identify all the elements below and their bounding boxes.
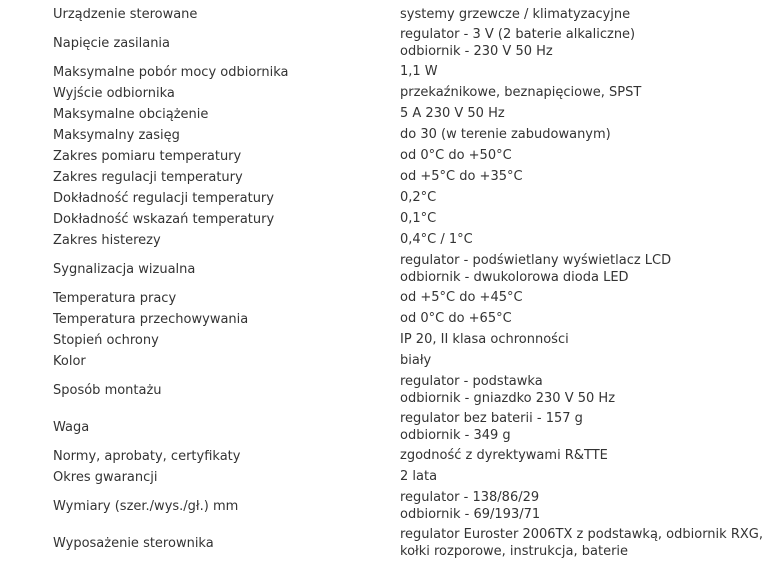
spec-value — [400, 64, 773, 81]
spec-value-line: do 30 (w terenie zabudowanym) — [400, 127, 611, 143]
spec-row — [53, 62, 773, 83]
spec-label: Maksymalny zasięg — [53, 127, 180, 143]
spec-value — [400, 469, 773, 486]
spec-value-line: 0,2°C — [400, 190, 437, 206]
spec-value-line: systemy grzewcze / klimatyzacyjne — [400, 6, 631, 22]
spec-label: Wyjście odbiornika — [53, 85, 175, 101]
spec-label: Waga — [53, 419, 90, 435]
spec-value-line: regulator - 138/86/29 — [400, 490, 540, 505]
spec-label: Wyposażenie sterownika — [53, 535, 214, 551]
spec-table — [53, 5, 773, 562]
spec-row — [53, 5, 773, 25]
spec-value-line: od 0°C do +50°C — [400, 148, 512, 164]
spec-value-line: przekaźnikowe, beznapięciowe, SPST — [400, 85, 642, 101]
spec-row — [53, 309, 773, 330]
spec-value-line: od +5°C do +35°C — [400, 169, 523, 185]
spec-row — [53, 351, 773, 372]
spec-label: Maksymalne pobór mocy odbiornika — [53, 64, 289, 80]
spec-value — [400, 448, 773, 465]
spec-value — [400, 211, 773, 228]
spec-value — [400, 490, 773, 523]
spec-row — [53, 83, 773, 104]
spec-row — [53, 125, 773, 146]
spec-row — [53, 209, 773, 230]
spec-label: Dokładność wskazań temperatury — [53, 211, 275, 227]
spec-value — [400, 253, 773, 286]
spec-label: Zakres pomiaru temperatury — [53, 148, 242, 164]
spec-value-line: IP 20, II klasa ochronności — [400, 332, 569, 348]
spec-value — [400, 85, 773, 102]
spec-value-line: regulator - podstawka — [400, 374, 543, 389]
spec-row — [53, 288, 773, 309]
spec-value-line: od 0°C do +65°C — [400, 311, 512, 327]
spec-value-line: regulator - 3 V (2 baterie alkaliczne) — [400, 27, 636, 42]
spec-value-line: regulator bez baterii - 157 g — [400, 411, 583, 426]
spec-row — [53, 251, 773, 288]
spec-value — [400, 148, 773, 165]
spec-row — [53, 104, 773, 125]
spec-label: Temperatura przechowywania — [53, 311, 249, 327]
spec-value-line: 2 lata — [400, 469, 438, 485]
spec-row — [53, 488, 773, 525]
spec-label: Okres gwarancji — [53, 469, 158, 485]
spec-row — [53, 230, 773, 251]
spec-label: Sposób montażu — [53, 382, 162, 398]
spec-value-line: regulator - podświetlany wyświetlacz LCD — [400, 253, 672, 268]
spec-value-line: odbiornik - 349 g — [400, 427, 511, 443]
spec-value — [400, 232, 773, 249]
spec-row — [53, 467, 773, 488]
spec-value-line: kołki rozporowe, instrukcja, baterie — [400, 543, 629, 559]
spec-value — [400, 527, 773, 560]
spec-row — [53, 330, 773, 351]
spec-label: Stopień ochrony — [53, 332, 159, 348]
spec-row — [53, 188, 773, 209]
spec-value — [400, 7, 773, 24]
spec-value-line: 0,4°C / 1°C — [400, 232, 473, 248]
spec-label: Kolor — [53, 353, 86, 369]
spec-value — [400, 311, 773, 328]
spec-value-line: zgodność z dyrektywami R&TTE — [400, 448, 608, 464]
spec-value — [400, 332, 773, 349]
spec-value-line: odbiornik - 230 V 50 Hz — [400, 43, 553, 59]
spec-value — [400, 190, 773, 207]
spec-row — [53, 25, 773, 62]
spec-row — [53, 409, 773, 446]
spec-label: Zakres histerezy — [53, 232, 161, 248]
spec-label: Urządzenie sterowane — [53, 7, 198, 22]
spec-value — [400, 169, 773, 186]
spec-value-line: od +5°C do +45°C — [400, 290, 523, 306]
spec-value — [400, 106, 773, 123]
spec-value — [400, 353, 773, 370]
spec-value-line: 5 A 230 V 50 Hz — [400, 106, 505, 122]
spec-label: Normy, aprobaty, certyfikaty — [53, 448, 241, 464]
spec-label: Napięcie zasilania — [53, 35, 171, 51]
spec-value-line: odbiornik - gniazdko 230 V 50 Hz — [400, 390, 616, 406]
spec-value-line: biały — [400, 353, 432, 369]
spec-row — [53, 146, 773, 167]
spec-value — [400, 127, 773, 144]
spec-value — [400, 411, 773, 444]
spec-value-line: 1,1 W — [400, 64, 438, 80]
spec-label: Wymiary (szer./wys./gł.) mm — [53, 498, 239, 514]
spec-label: Zakres regulacji temperatury — [53, 169, 243, 185]
spec-label: Dokładność regulacji temperatury — [53, 190, 274, 206]
spec-row — [53, 525, 773, 562]
spec-label: Sygnalizacja wizualna — [53, 261, 196, 277]
spec-label: Maksymalne obciążenie — [53, 106, 209, 122]
spec-value-line: odbiornik - 69/193/71 — [400, 506, 541, 522]
spec-value-line: 0,1°C — [400, 211, 437, 227]
spec-row — [53, 446, 773, 467]
spec-value — [400, 27, 773, 60]
spec-label: Temperatura pracy — [53, 290, 177, 306]
spec-value-line: regulator Euroster 2006TX z podstawką, odbiornik RXG, — [400, 527, 763, 542]
spec-row — [53, 167, 773, 188]
spec-value — [400, 290, 773, 307]
spec-row — [53, 372, 773, 409]
spec-value-line: odbiornik - dwukolorowa dioda LED — [400, 269, 629, 285]
spec-value — [400, 374, 773, 407]
